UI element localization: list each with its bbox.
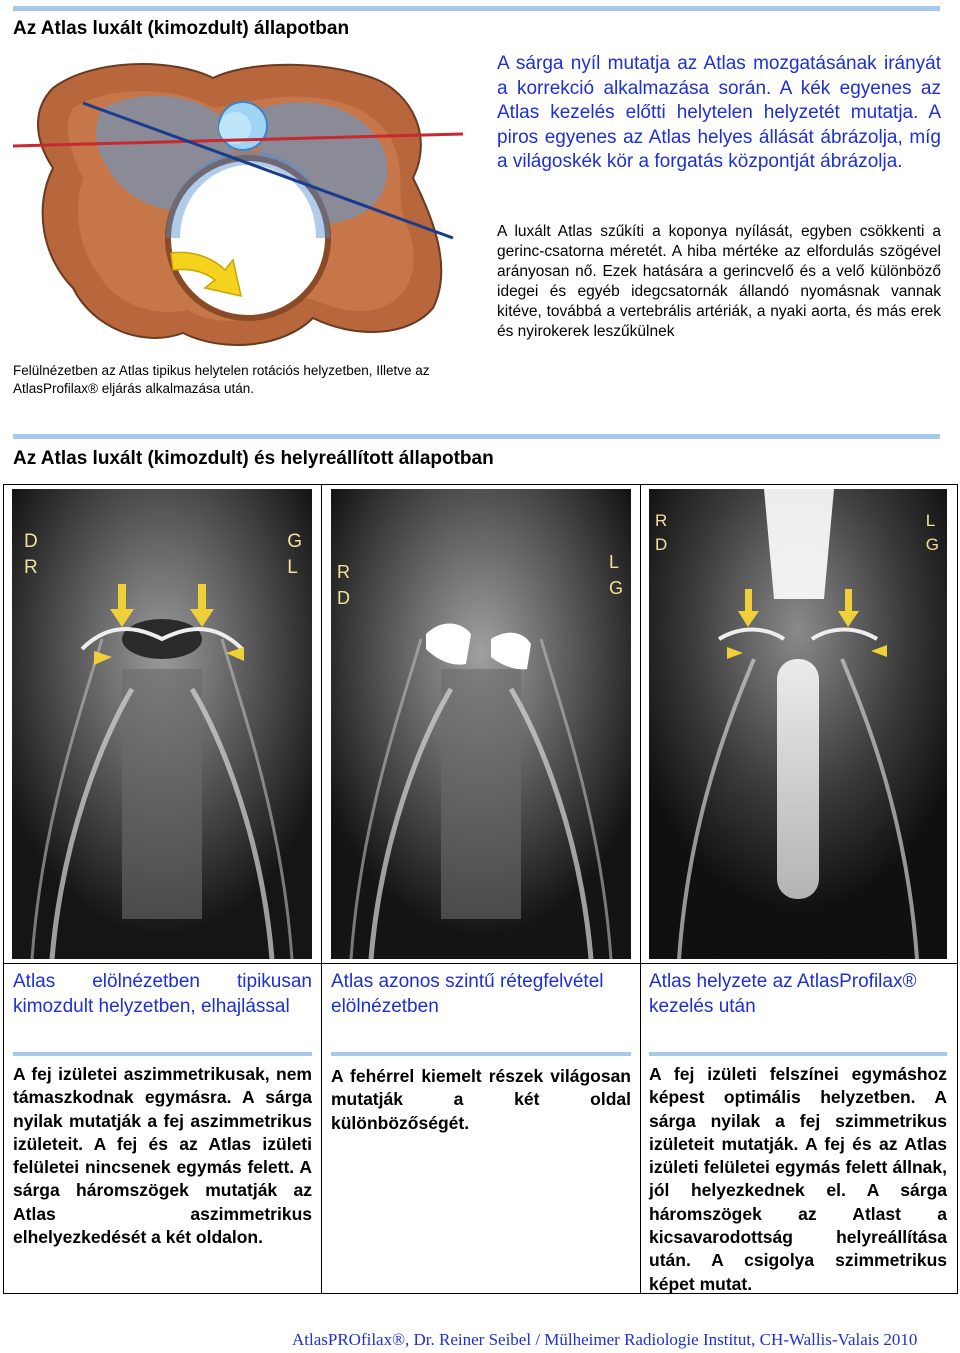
marker-bottom-right: G [925, 535, 939, 554]
marker-bottom-right: G [608, 578, 623, 598]
caption-same-level: Atlas azonos szintű rétegfelvétel elölnézetben [331, 971, 604, 1017]
arrow-legend-paragraph: A sárga nyíl mutatja az Atlas mozgatásának irányát a korrekció alkalmazása során. A kék egyenes az Atlas kezelés előtti helytelen helyzetét mutatja. A piros egyenes az Atlas helyes állását ábrázolja, míg a világoskék kör a forgatás központját ábrázolja. [497, 53, 941, 172]
marker-top-right: L [925, 511, 936, 530]
marker-bottom-left: D [655, 535, 668, 554]
marker-bottom-right: L [287, 557, 298, 578]
description-luxated: A fej izületei aszimmetrikusak, nem támaszkodnak egymásra. A sárga nyilak mutatják a fej aszimmetrikus izületeit. A fej és az Atlas izületi felületei nincsenek egymás felett. A sárga háromszögek mutatják az Atlas aszimmetrikus elhelyezkedését a két oldalon. [13, 1064, 312, 1248]
marker-bottom-left: D [337, 588, 350, 608]
desc-accent-bar-1 [13, 1052, 312, 1056]
marker-top-right: L [608, 552, 619, 572]
description-after-treatment: A fej izületi felszínei egymáshoz képest optimális helyzetben. A sárga nyilak a fej szimmetrikus izületeit mutatják. A fej és az Atlas izületi felületei egymás felett állnak, jól helyezkednek el. A sárga háromszögek az Atlast a kicsavarodottság helyreállítása után. A csigolya szimmetrikus képet mutat. [649, 1064, 947, 1294]
marker-top-left: R [337, 562, 350, 582]
caption-luxated: Atlas elölnézetben tipikusan kimozdult helyzetben, elhajlással [13, 971, 312, 1017]
atlas-illustration [13, 48, 463, 358]
footer-credit: AtlasPROfilax®, Dr. Reiner Seibel / Mülheimer Radiologie Institut, CH-Wallis-Valais 2010 [292, 1330, 918, 1349]
table-row-divider [3, 963, 958, 964]
marker-top-left: R [655, 511, 668, 530]
section1-title: Az Atlas luxált (kimozdult) állapotban [13, 18, 350, 39]
mri-image-luxated [12, 489, 312, 959]
marker-top-right: G [287, 531, 302, 552]
mri-image-after-treatment [649, 489, 947, 959]
desc-accent-bar-2 [331, 1052, 631, 1056]
section2-title: Az Atlas luxált (kimozdult) és helyreállított állapotban [13, 448, 494, 469]
table-divider-2 [640, 484, 641, 1294]
top-accent-bar [13, 6, 940, 11]
caption-after-treatment: Atlas helyzete az AtlasProfilax® kezelés után [649, 971, 917, 1017]
marker-top-left: D [24, 531, 38, 552]
mri-image-same-level [331, 489, 631, 959]
section2-accent-bar [13, 434, 940, 439]
marker-bottom-left: R [24, 557, 38, 578]
description-same-level: A fehérrel kiemelt részek világosan mutatják a két oldal különbözőségét. [331, 1066, 631, 1133]
atlas-illustration-caption: Felülnézetben az Atlas tipikus helytelen rotációs helyzetben, Illetve az AtlasProfilax® eljárás alkalmazása után. [13, 363, 430, 396]
table-divider-1 [321, 484, 322, 1294]
luxation-effects-paragraph: A luxált Atlas szűkíti a koponya nyílását, egyben csökkenti a gerinc-csatorna méretét. A hiba mértéke az elfordulás szögével arányosan nő. Ezek hatására a gerincvelő és a velő különböző idegei és egyéb idegcsatornák állandó nyomásnak vannak kitéve, továbbá a vertebrális artériák, a nyaki aorta, és más erek és nyirokerek leszűkülnek [497, 223, 941, 340]
desc-accent-bar-3 [649, 1052, 947, 1056]
